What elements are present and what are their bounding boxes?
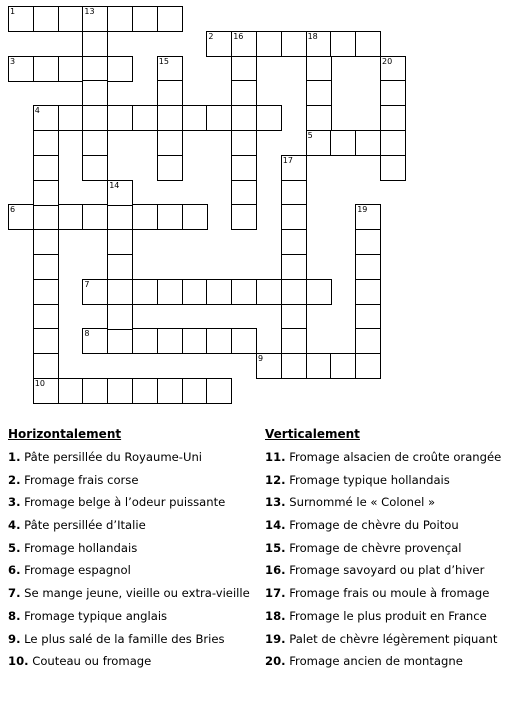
- crossword-cell[interactable]: [82, 56, 108, 82]
- crossword-cell[interactable]: [182, 279, 208, 305]
- crossword-cell[interactable]: [182, 378, 208, 404]
- crossword-cell[interactable]: [132, 105, 158, 131]
- clue-number: 2.: [8, 472, 21, 487]
- crossword-cell[interactable]: [82, 155, 108, 181]
- crossword-cell[interactable]: [33, 328, 59, 354]
- clue-number: 18.: [265, 608, 286, 623]
- crossword-cell[interactable]: [8, 204, 34, 230]
- cell-number: 7: [84, 279, 90, 289]
- clue-v19: [265, 629, 515, 652]
- crossword-cell[interactable]: [107, 204, 133, 230]
- crossword-cell[interactable]: [281, 155, 307, 181]
- clue-text: Fromage frais corse: [24, 472, 139, 487]
- crossword-cell[interactable]: [157, 130, 183, 156]
- clue-number: 4.: [8, 518, 21, 533]
- crossword-cell[interactable]: [157, 328, 183, 354]
- clue-number: 19.: [265, 631, 286, 646]
- vertical-heading: Verticalement: [265, 427, 360, 441]
- clue-h10: [8, 651, 258, 674]
- crossword-cell[interactable]: [33, 56, 59, 82]
- crossword-cell[interactable]: [206, 378, 232, 404]
- clue-h5: [8, 538, 258, 561]
- crossword-cell[interactable]: [330, 31, 356, 57]
- clue-h8: [8, 606, 258, 629]
- crossword-cell[interactable]: [58, 105, 84, 131]
- clue-v11: [265, 447, 515, 470]
- crossword-cell[interactable]: [107, 279, 133, 305]
- crossword-cell[interactable]: [33, 180, 59, 206]
- clue-number: 15.: [265, 540, 286, 555]
- crossword-cell[interactable]: [231, 204, 257, 230]
- crossword-cell[interactable]: [58, 6, 84, 32]
- crossword-cell[interactable]: [281, 229, 307, 255]
- crossword-cell[interactable]: [107, 56, 133, 82]
- crossword-cell[interactable]: [82, 6, 108, 32]
- crossword-cell[interactable]: [206, 105, 232, 131]
- crossword-cell[interactable]: [107, 304, 133, 330]
- crossword-cell[interactable]: [107, 328, 133, 354]
- clue-text: Fromage le plus produit en France: [289, 608, 487, 623]
- clue-h9: [8, 629, 258, 652]
- crossword-cell[interactable]: [33, 6, 59, 32]
- crossword-cell[interactable]: [281, 304, 307, 330]
- crossword-cell[interactable]: [380, 155, 406, 181]
- crossword-cell[interactable]: [33, 353, 59, 379]
- crossword-cell[interactable]: [82, 80, 108, 106]
- crossword-cell[interactable]: [380, 56, 406, 82]
- cell-number: 6: [10, 205, 16, 215]
- clue-v15: [265, 538, 515, 561]
- crossword-cell[interactable]: [306, 353, 332, 379]
- crossword-cell[interactable]: [355, 229, 381, 255]
- clue-v16: [265, 560, 515, 583]
- crossword-cell[interactable]: [281, 279, 307, 305]
- crossword-cell[interactable]: [231, 31, 257, 57]
- crossword-cell[interactable]: [33, 378, 59, 404]
- crossword-cell[interactable]: [33, 304, 59, 330]
- horizontal-clues: [8, 425, 258, 674]
- crossword-cell[interactable]: [132, 328, 158, 354]
- crossword-cell[interactable]: [281, 31, 307, 57]
- clue-v14: [265, 515, 515, 538]
- clue-number: 13.: [265, 495, 286, 510]
- crossword-cell[interactable]: [8, 56, 34, 82]
- crossword-cell[interactable]: [33, 105, 59, 131]
- clue-text: Pâte persillée du Royaume-Uni: [24, 450, 203, 464]
- crossword-cell[interactable]: [380, 105, 406, 131]
- crossword-cell[interactable]: [306, 31, 332, 57]
- clue-text: Fromage alsacien de croûte orangée: [289, 450, 502, 464]
- crossword-cell[interactable]: [107, 180, 133, 206]
- crossword-cell[interactable]: [82, 279, 108, 305]
- clue-text: Pâte persillée d’Italie: [24, 518, 146, 533]
- cell-number: 9: [258, 354, 264, 364]
- crossword-cell[interactable]: [281, 204, 307, 230]
- crossword-cell[interactable]: [82, 204, 108, 230]
- crossword-cell[interactable]: [107, 6, 133, 32]
- crossword-cell[interactable]: [58, 204, 84, 230]
- crossword-cell[interactable]: [182, 105, 208, 131]
- crossword-cell[interactable]: [281, 254, 307, 280]
- crossword-cell[interactable]: [157, 80, 183, 106]
- clue-number: 11.: [265, 450, 286, 464]
- crossword-cell[interactable]: [107, 378, 133, 404]
- clue-text: Fromage typique hollandais: [289, 472, 450, 487]
- clue-h4: [8, 515, 258, 538]
- crossword-cell[interactable]: [206, 328, 232, 354]
- crossword-cell[interactable]: [231, 155, 257, 181]
- cell-number: 20: [382, 56, 393, 66]
- clue-h1: [8, 447, 258, 470]
- cell-number: 19: [357, 205, 368, 215]
- crossword-cell[interactable]: [231, 328, 257, 354]
- crossword-cell[interactable]: [33, 155, 59, 181]
- crossword-cell[interactable]: [231, 105, 257, 131]
- crossword-cell[interactable]: [355, 254, 381, 280]
- crossword-cell[interactable]: [355, 204, 381, 230]
- clue-text: Palet de chèvre légèrement piquant: [289, 631, 498, 646]
- clue-text: Fromage savoyard ou plat d’hiver: [289, 563, 485, 578]
- crossword-cell[interactable]: [182, 328, 208, 354]
- cell-number: 10: [34, 379, 45, 388]
- crossword-cell[interactable]: [107, 105, 133, 131]
- crossword-cell[interactable]: [380, 80, 406, 106]
- clue-text: Le plus salé de la famille des Bries: [24, 631, 225, 646]
- crossword-cell[interactable]: [306, 56, 332, 82]
- clue-text: Fromage de chèvre du Poitou: [289, 518, 459, 533]
- cell-number: 13: [84, 7, 95, 16]
- clue-text: Fromage de chèvre provençal: [289, 540, 462, 555]
- clue-number: 5.: [8, 540, 21, 555]
- crossword-cell[interactable]: [355, 279, 381, 305]
- clue-v20: [265, 651, 515, 674]
- crossword-cell[interactable]: [355, 304, 381, 330]
- clue-h6: [8, 560, 258, 583]
- clue-v17: [265, 583, 515, 606]
- crossword-cell[interactable]: [157, 105, 183, 131]
- clue-text: Fromage ancien de montagne: [289, 654, 463, 669]
- cell-number: 4: [34, 106, 40, 116]
- crossword-cell[interactable]: [33, 229, 59, 255]
- cell-number: 16: [233, 31, 244, 41]
- crossword-cell[interactable]: [157, 204, 183, 230]
- crossword-cell[interactable]: [107, 254, 133, 280]
- crossword-cell[interactable]: [33, 204, 59, 230]
- crossword-cell[interactable]: [82, 378, 108, 404]
- clue-text: Couteau ou fromage: [32, 654, 152, 669]
- crossword-cell[interactable]: [157, 155, 183, 181]
- crossword-cell[interactable]: [256, 279, 282, 305]
- clue-number: 9.: [8, 631, 21, 646]
- cell-number: 1: [10, 7, 16, 16]
- crossword-cell[interactable]: [306, 279, 332, 305]
- cell-number: 18: [307, 31, 318, 41]
- crossword-cell[interactable]: [281, 180, 307, 206]
- crossword-cell[interactable]: [231, 279, 257, 305]
- crossword-cell[interactable]: [256, 31, 282, 57]
- cell-number: 17: [282, 155, 293, 165]
- cell-number: 15: [158, 56, 169, 66]
- crossword-cell[interactable]: [82, 105, 108, 131]
- crossword-cell[interactable]: [157, 56, 183, 82]
- crossword-cell[interactable]: [355, 353, 381, 379]
- crossword-cell[interactable]: [330, 130, 356, 156]
- clue-text: Se mange jeune, vieille ou extra-vieille: [24, 586, 250, 601]
- clue-v13: [265, 492, 515, 515]
- crossword-cell[interactable]: [132, 279, 158, 305]
- crossword-cell[interactable]: [58, 378, 84, 404]
- crossword-cell[interactable]: [330, 353, 356, 379]
- clue-number: 8.: [8, 608, 21, 623]
- crossword-cell[interactable]: [33, 130, 59, 156]
- crossword-cell[interactable]: [231, 180, 257, 206]
- crossword-cell[interactable]: [132, 204, 158, 230]
- cell-number: 14: [109, 180, 120, 190]
- crossword-cell[interactable]: [231, 80, 257, 106]
- cell-number: 2: [208, 31, 214, 41]
- cell-number: 3: [10, 56, 16, 66]
- crossword-cell[interactable]: [157, 279, 183, 305]
- clue-text: Fromage typique anglais: [24, 608, 168, 623]
- crossword-cell[interactable]: [355, 130, 381, 156]
- crossword-cell[interactable]: [33, 254, 59, 280]
- clue-number: 12.: [265, 472, 286, 487]
- crossword-cell[interactable]: [306, 130, 332, 156]
- crossword-cell[interactable]: [380, 130, 406, 156]
- crossword-cell[interactable]: [231, 130, 257, 156]
- crossword-cell[interactable]: [206, 31, 232, 57]
- clue-number: 17.: [265, 586, 286, 601]
- clue-number: 14.: [265, 518, 286, 533]
- clue-text: Fromage frais ou moule à fromage: [289, 586, 490, 601]
- clue-number: 6.: [8, 563, 21, 578]
- crossword-cell[interactable]: [8, 6, 34, 32]
- crossword-cell[interactable]: [281, 328, 307, 354]
- crossword-cell[interactable]: [206, 279, 232, 305]
- clue-text: Surnommé le « Colonel »: [289, 495, 436, 510]
- crossword-cell[interactable]: [132, 6, 158, 32]
- clue-number: 16.: [265, 563, 286, 578]
- clue-number: 7.: [8, 586, 21, 601]
- crossword-cell[interactable]: [82, 328, 108, 354]
- crossword-cell[interactable]: [82, 31, 108, 57]
- crossword-cell[interactable]: [355, 31, 381, 57]
- crossword-cell[interactable]: [306, 105, 332, 131]
- crossword-cell[interactable]: [231, 56, 257, 82]
- clue-text: Fromage espagnol: [24, 563, 131, 578]
- vertical-clues: [265, 425, 515, 674]
- crossword-cell[interactable]: [355, 328, 381, 354]
- clue-h2: [8, 470, 258, 493]
- horizontal-heading: Horizontalement: [8, 427, 122, 441]
- clue-number: 10.: [8, 654, 29, 669]
- cell-number: 8: [84, 329, 90, 339]
- crossword-cell[interactable]: [58, 56, 84, 82]
- crossword-cell[interactable]: [256, 105, 282, 131]
- crossword-cell[interactable]: [157, 378, 183, 404]
- clue-number: 20.: [265, 654, 286, 669]
- crossword-cell[interactable]: [182, 204, 208, 230]
- crossword-cell[interactable]: [306, 80, 332, 106]
- clue-h7: [8, 583, 258, 606]
- crossword-cell[interactable]: [256, 353, 282, 379]
- crossword-cell[interactable]: [132, 378, 158, 404]
- clue-text: Fromage hollandais: [24, 540, 138, 555]
- crossword-cell[interactable]: [82, 130, 108, 156]
- clue-v18: [265, 606, 515, 629]
- crossword-cell[interactable]: [107, 229, 133, 255]
- clue-number: 3.: [8, 495, 21, 510]
- clue-text: Fromage belge à l’odeur puissante: [24, 495, 226, 510]
- crossword-cell[interactable]: [281, 353, 307, 379]
- clue-v12: [265, 470, 515, 493]
- crossword-cell[interactable]: [157, 6, 183, 32]
- crossword-cell[interactable]: [33, 279, 59, 305]
- clue-number: 1.: [8, 450, 21, 464]
- cell-number: 5: [307, 131, 313, 140]
- clue-h3: [8, 492, 258, 515]
